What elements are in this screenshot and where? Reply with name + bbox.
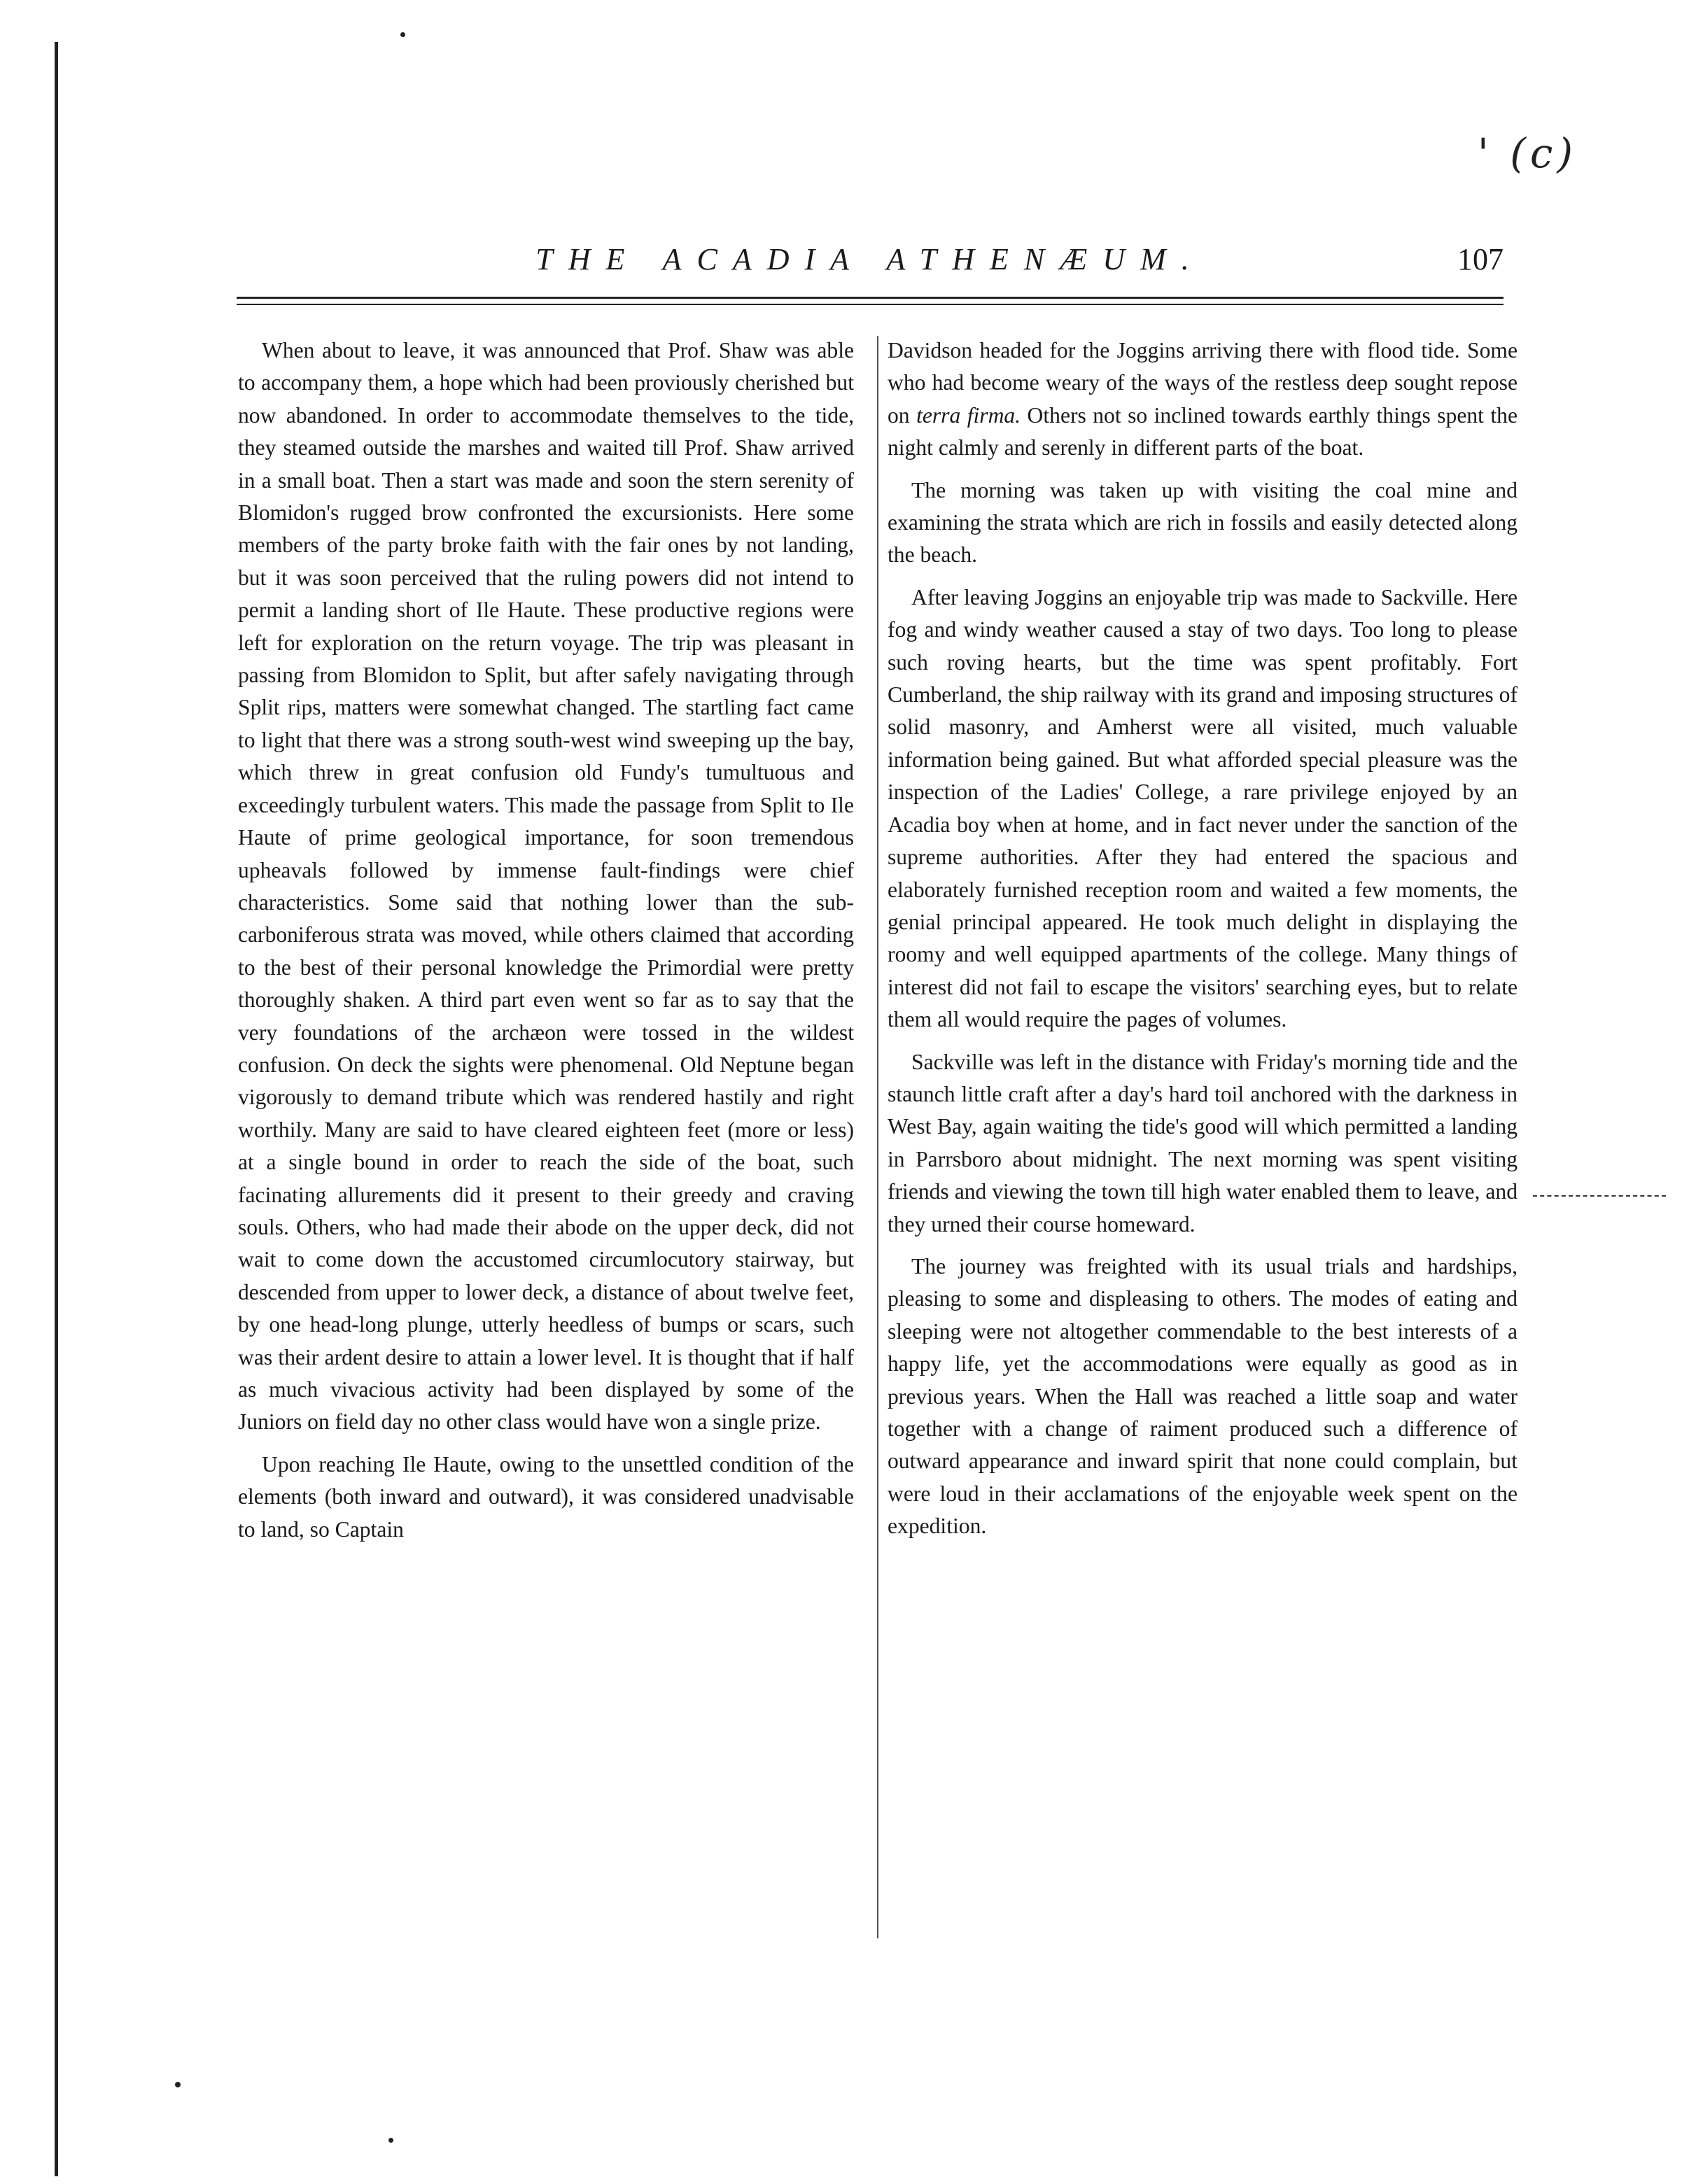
header-rule xyxy=(237,304,1504,305)
paragraph: Sackville was left in the distance with Friday's morning tide and the staunch little craft after a day's hard toil anchored with the darkness in West Bay, again waiting the tide's good will which permitted a landing in Parrsboro about midnight. The next morning was spent visiting friends and viewing the town till high water enabled them to leave, and they urned their course homeward. xyxy=(888,1049,1518,1237)
scan-edge-line xyxy=(55,42,58,2176)
scan-speck xyxy=(175,2082,181,2087)
scan-speck xyxy=(388,2138,393,2143)
paragraph xyxy=(888,334,1518,465)
text-run: Others not so inclined towards earthly things spent the night calmly and serenly in different parts of the boat. xyxy=(888,402,1518,460)
column-divider xyxy=(877,336,878,1938)
page-number: 107 xyxy=(1457,242,1504,276)
left-column xyxy=(238,334,854,1556)
paragraph: The morning was taken up with visiting the coal mine and examining the strata which are rich in fossils and easily detected along the beach. xyxy=(888,477,1518,568)
margin-annotation-dash xyxy=(1533,1195,1666,1197)
italic-phrase: terra firma. xyxy=(916,402,1021,428)
scan-speck xyxy=(400,32,405,37)
handwritten-mark: ' (c) xyxy=(1477,129,1577,177)
paragraph: After leaving Joggins an enjoyable trip was made to Sackville. Here fog and windy weather caused a stay of two days. Too long to please such roving hearts, but the time was spent profitably. Fort Cumberland, the ship railway with its grand and imposing structures of solid masonry, and Amherst were all visited, much valuable information being gained. But what afforded special pleasure was the inspection of the Ladies' College, a rare privilege enjoyed by an Acadia boy when at home, and in fact never under the sanction of the supreme authorities. After they had entered the spacious and elaborately furnished reception room and waited a few moments, the genial principal appeared. He took much delight in displaying the roomy and well equipped apartments of the college. Many things of interest did not fail to escape the visitors' searching eyes, but to relate them all would require the pages of volumes. xyxy=(888,584,1518,1032)
header-rule xyxy=(237,297,1504,299)
text-run: Davidson headed for the Joggins arriving there with flood tide. Some who had become weary of the ways of the restless deep sought repose on xyxy=(888,338,1518,428)
running-head xyxy=(237,241,1504,283)
paragraph: The journey was freighted with its usual trials and hardships, pleasing to some and displeasing to others. The modes of eating and sleeping were not altogether commendable to the best interests of a happy life, yet the accommodations were equally as good as in previous years. When the Hall was reached a little soap and water together with a change of raiment produced such a difference of outward appearance and inward spirit that none could complain, but were loud in their acclamations of the enjoyable week spent on the expedition. xyxy=(888,1253,1518,1539)
right-column xyxy=(888,334,1518,1553)
journal-title: THE ACADIA ATHENÆUM. xyxy=(535,242,1205,276)
paragraph: When about to leave, it was announced that Prof. Shaw was able to accompany them, a hope which had been proviously cherished but now abandoned. In order to accommodate themselves to the tide, they steamed outside the marshes and waited till Prof. Shaw arrived in a small boat. Then a start was made and soon the stern serenity of Blomidon's rugged brow confronted the excursionists. Here some members of the party broke faith with the fair ones by not landing, but it was soon perceived that the ruling powers did not intend to permit a landing short of Ile Haute. These productive regions were left for exploration on the return voyage. The trip was pleasant in passing from Blomidon to Split, but after safely navigating through Split rips, matters were somewhat changed. The startling fact came to light that there was a strong south-west wind sweeping up the bay, which threw in great confusion old Fundy's tumultuous and exceedingly turbulent waters. This made the passage from Split to Ile Haute of prime geological importance, for soon tremendous upheavals followed by immense fault-findings were chief characteristics. Some said that nothing lower than the sub-carboniferous strata was moved, while others claimed that according to the best of their personal knowledge the Primordial were pretty thoroughly shaken. A third part even went so far as to say that the very foundations of the archæon were tossed in the wildest confusion. On deck the sights were phenomenal. Old Neptune began vigorously to demand tribute which was rendered hastily and right worthily. Many are said to have cleared eighteen feet (more or less) at a single bound in order to reach the side of the boat, such facinating allurements did it present to their greedy and craving souls. Others, who had made their abode on the upper deck, did not wait to come down the accustomed circumlocutory stairway, but descended from upper to lower deck, a distance of about twelve feet, by one head-long plunge, utterly heedless of bumps or scars, such was their ardent desire to attain a lower level. It is thought that if half as much vivacious activity had been displayed by some of the Juniors on field day no other class would have won a single prize. xyxy=(238,338,854,1435)
paragraph: Upon reaching Ile Haute, owing to the unsettled condition of the elements (both inward and outward), it was considered unadvisable to land, so Captain xyxy=(238,1451,854,1542)
